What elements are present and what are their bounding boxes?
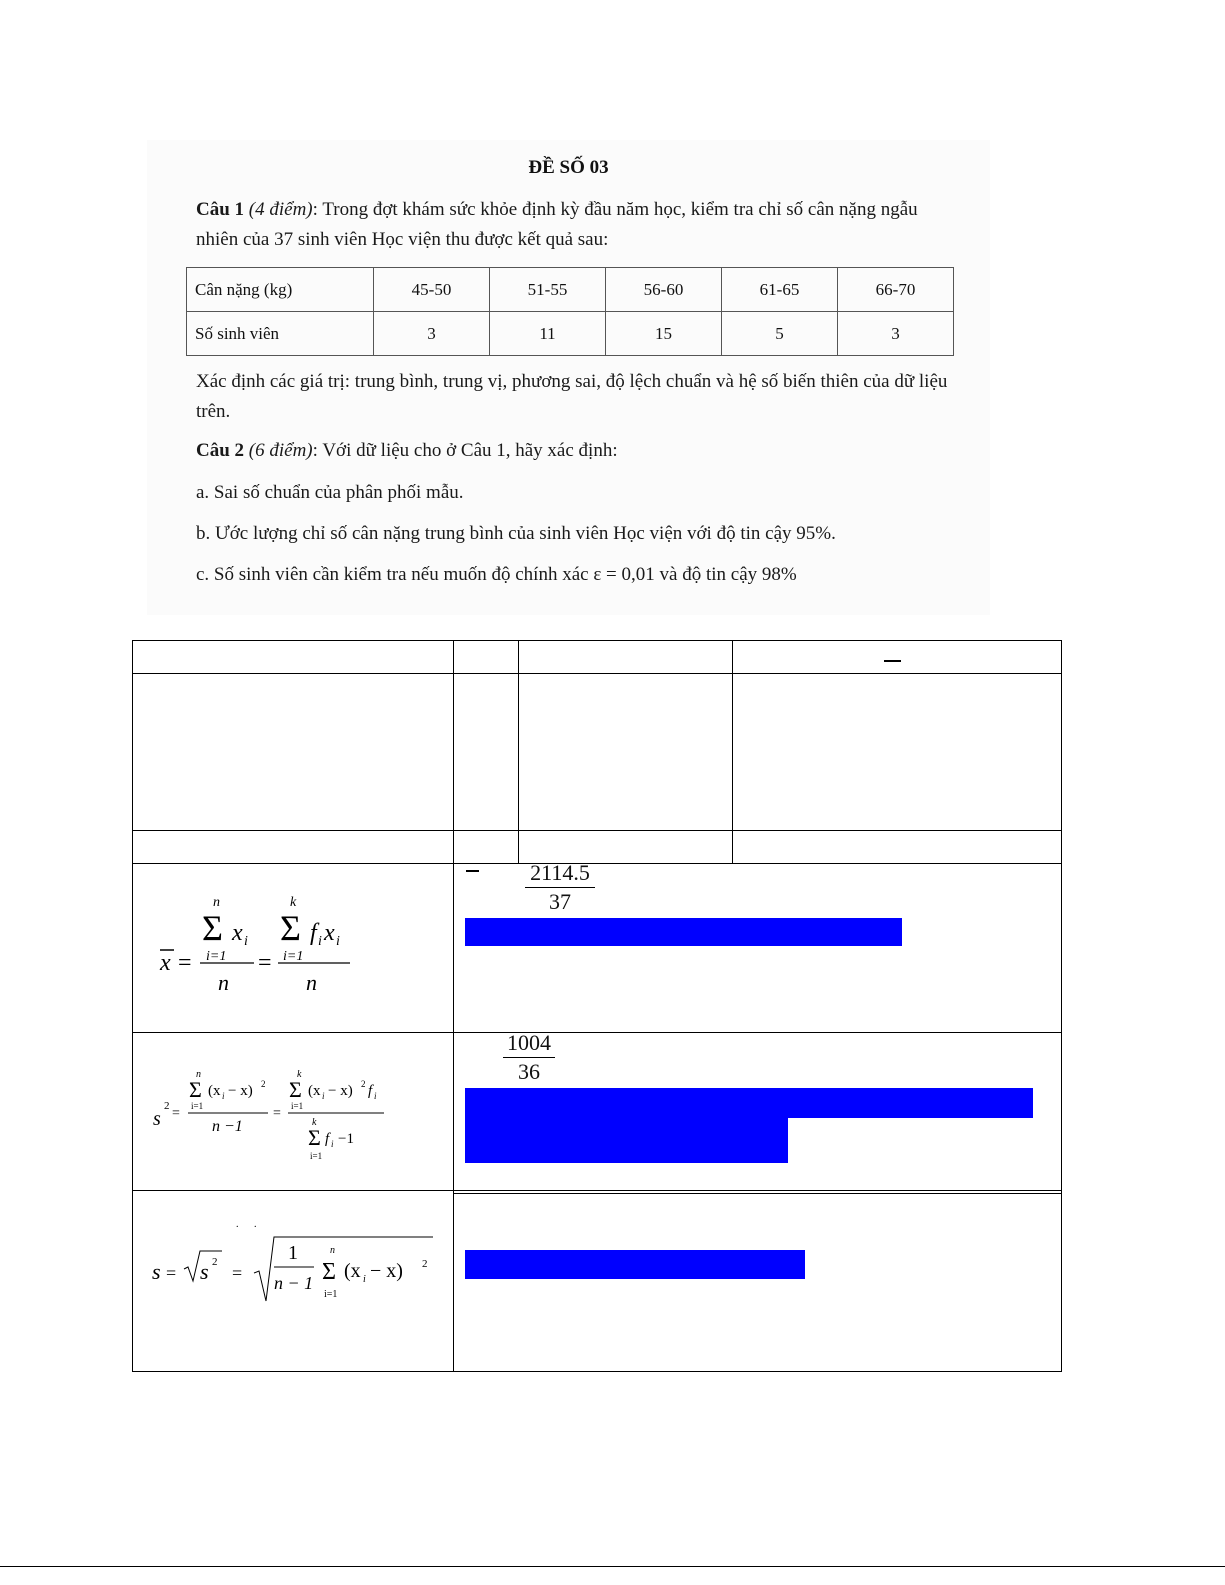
table-border [132, 673, 1062, 674]
page-divider [0, 1566, 1225, 1567]
class-cell: 56-60 [606, 268, 722, 312]
svg-text:Σ: Σ [189, 1077, 202, 1102]
table-border [132, 1190, 1062, 1191]
svg-text:=: = [172, 1106, 180, 1121]
table-row [187, 312, 954, 356]
svg-text:− x): − x) [370, 1260, 403, 1282]
mean-fraction [525, 860, 595, 915]
svg-text:Σ: Σ [308, 1125, 321, 1150]
svg-text:i: i [363, 1274, 366, 1285]
fraction-bar [525, 887, 595, 888]
question-2-points: (6 điểm) [248, 440, 313, 461]
table-border [132, 640, 1062, 641]
svg-text:i: i [374, 1091, 377, 1101]
svg-text:2: 2 [422, 1258, 428, 1270]
question-1-task: Xác định các giá trị: trung bình, trung vị, phương sai, độ lệch chuẩn và hệ số biến thiên của dữ liệu trên. [196, 371, 948, 422]
svg-text:1: 1 [288, 1242, 298, 1264]
svg-text:=: = [178, 950, 192, 976]
question-2-label: Câu 2 [196, 440, 245, 461]
svg-text:i: i [336, 934, 340, 949]
mean-denominator: 37 [549, 889, 571, 914]
exam-title: ĐỀ SỐ 03 [528, 157, 609, 178]
table-border [453, 640, 454, 1372]
svg-text:n: n [196, 1069, 201, 1080]
svg-text:n: n [218, 970, 229, 995]
svg-text:=: = [273, 1106, 281, 1121]
svg-text:i: i [331, 1139, 334, 1149]
svg-text:k: k [297, 1069, 302, 1080]
svg-text:n: n [213, 895, 220, 910]
svg-text:Σ: Σ [280, 908, 301, 948]
svg-text:Σ: Σ [289, 1077, 302, 1102]
svg-text:− x): − x) [228, 1083, 253, 1099]
svg-text:i=1: i=1 [206, 949, 227, 964]
svg-text:−1: −1 [338, 1131, 354, 1147]
count-cell: 5 [722, 312, 838, 356]
class-cell: 66-70 [838, 268, 954, 312]
svg-text:Σ: Σ [322, 1259, 336, 1285]
question-1-text: : Trong đợt khám sức khỏe định kỳ đầu năm học, kiểm tra chỉ số cân nặng ngẫu nhiên của 37 sinh viên Học viện thu được kết quả sau: [196, 199, 918, 250]
table-border [454, 1193, 1062, 1194]
svg-text:i=1: i=1 [291, 1101, 304, 1111]
question-2 [196, 436, 618, 466]
frequency-table [186, 267, 954, 356]
svg-text:2: 2 [361, 1079, 366, 1089]
mean-formula [150, 885, 370, 1005]
svg-text:k: k [290, 895, 297, 910]
svg-text:(x: (x [308, 1083, 321, 1099]
svg-text:n −1: n −1 [212, 1118, 243, 1135]
svg-text:n: n [330, 1245, 335, 1256]
svg-text:i=1: i=1 [283, 949, 304, 964]
overline-mark [466, 870, 479, 872]
class-cell: 61-65 [722, 268, 838, 312]
svg-text:(x: (x [344, 1260, 361, 1282]
fraction-bar [503, 1057, 555, 1058]
svg-text:2: 2 [212, 1256, 218, 1268]
variance-fraction [503, 1030, 555, 1085]
question-1-points: (4 điểm) [248, 199, 313, 220]
svg-text:k: k [312, 1117, 317, 1128]
svg-text:Σ: Σ [202, 908, 223, 948]
question-2-text: : Với dữ liệu cho ở Câu 1, hãy xác định: [312, 440, 618, 461]
table-border [132, 863, 1062, 864]
table-row [187, 268, 954, 312]
svg-text:f: f [310, 920, 317, 946]
svg-text:− x): − x) [328, 1083, 353, 1099]
svg-text:s: s [200, 1259, 209, 1284]
question-1-label: Câu 1 [196, 199, 245, 220]
svg-text:f: f [368, 1083, 373, 1099]
row-label-weight: Cân nặng (kg) [187, 268, 374, 312]
table-border [1061, 640, 1062, 1372]
svg-text:=: = [232, 1263, 243, 1283]
overline-mark [884, 660, 901, 662]
svg-text:2: 2 [261, 1079, 266, 1089]
svg-text:i=1: i=1 [310, 1151, 323, 1161]
class-cell: 45-50 [374, 268, 490, 312]
std-dev-formula [148, 1215, 438, 1315]
row-label-count: Số sinh viên [187, 312, 374, 356]
svg-text:.: . [236, 1219, 239, 1230]
redaction-bar [465, 918, 902, 946]
redaction-bar [465, 1250, 805, 1279]
question-2c: c. Số sinh viên cần kiểm tra nếu muốn độ chính xác ε = 0,01 và độ tin cậy 98% [196, 564, 797, 585]
svg-text:n: n [306, 970, 317, 995]
exam-image [147, 140, 990, 615]
svg-text:n − 1: n − 1 [274, 1273, 314, 1293]
variance-formula [148, 1065, 398, 1165]
svg-text:i: i [244, 934, 248, 949]
svg-text:2: 2 [164, 1100, 170, 1112]
svg-text:.: . [254, 1219, 257, 1230]
svg-text:x: x [324, 920, 335, 946]
svg-text:s: s [153, 1108, 161, 1130]
class-cell: 51-55 [490, 268, 606, 312]
svg-text:=: = [258, 950, 272, 976]
variance-numerator: 1004 [507, 1030, 551, 1055]
svg-text:f: f [325, 1131, 330, 1147]
redaction-bar [465, 1118, 788, 1163]
svg-text:=: = [166, 1263, 177, 1283]
svg-text:(x: (x [208, 1083, 221, 1099]
redaction-bar [465, 1088, 1033, 1118]
table-border [132, 830, 1062, 831]
table-border [732, 640, 733, 864]
question-2b: b. Ước lượng chỉ số cân nặng trung bình của sinh viên Học viện với độ tin cậy 95%. [196, 523, 836, 544]
svg-text:i=1: i=1 [191, 1101, 204, 1111]
svg-text:i: i [222, 1091, 225, 1101]
table-border [132, 1032, 1062, 1033]
question-1 [196, 195, 956, 255]
table-border [132, 1371, 1062, 1372]
count-cell: 3 [838, 312, 954, 356]
count-cell: 15 [606, 312, 722, 356]
mean-numerator: 2114.5 [530, 860, 590, 885]
table-border [518, 640, 519, 864]
variance-denominator: 36 [518, 1059, 540, 1084]
count-cell: 11 [490, 312, 606, 356]
table-border [132, 640, 133, 1372]
svg-text:x: x [160, 950, 171, 976]
svg-text:i: i [318, 934, 322, 949]
count-cell: 3 [374, 312, 490, 356]
svg-text:i=1: i=1 [324, 1289, 338, 1300]
svg-text:s: s [152, 1259, 161, 1284]
svg-text:i: i [322, 1091, 325, 1101]
svg-text:x: x [232, 920, 243, 946]
question-2a: a. Sai số chuẩn của phân phối mẫu. [196, 482, 464, 503]
